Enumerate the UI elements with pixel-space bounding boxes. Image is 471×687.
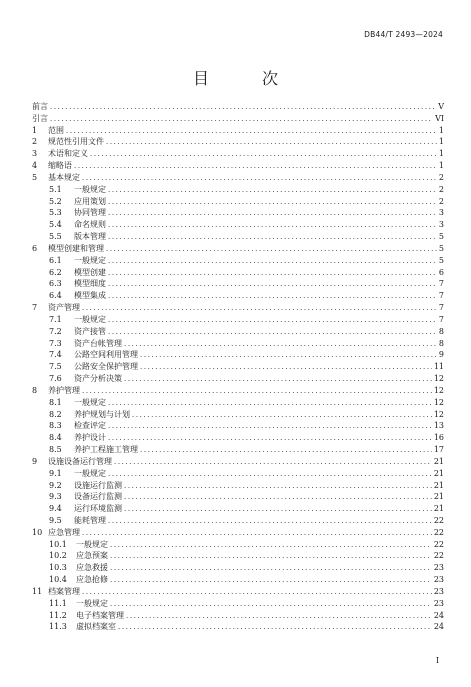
toc-leader-dots: [82, 173, 437, 185]
toc-entry-number: 1: [32, 125, 38, 135]
toc-leader-dots: [50, 102, 436, 114]
toc-entry-page: 23: [433, 575, 444, 585]
toc-entry-page: 21: [433, 492, 444, 502]
toc-leader-dots: [108, 185, 437, 197]
toc-entry-page: 24: [433, 622, 444, 632]
toc-entry-page: 22: [433, 515, 444, 525]
toc-entry[interactable]: [32, 136, 444, 148]
toc-entry-number: 7.6: [49, 374, 62, 384]
toc-entry-number: 10.3: [49, 563, 67, 573]
toc-entry[interactable]: [32, 444, 444, 456]
toc-entry-label: 公路安全保护管理: [74, 362, 138, 372]
toc-entry-number: 9.4: [49, 504, 62, 514]
toc-entry-label: 命名规则: [74, 220, 106, 230]
toc-leader-dots: [50, 114, 433, 126]
toc-entry-label: 版本管理: [74, 232, 106, 242]
toc-entry-label: 术语和定义: [48, 149, 88, 159]
toc-leader-dots: [110, 551, 432, 563]
toc-entry-number: 8.1: [49, 397, 62, 407]
toc-entry-page: 1: [438, 137, 444, 147]
toc-entry-page: 1: [438, 125, 444, 135]
toc-entry[interactable]: [32, 503, 444, 515]
toc-entry-label: 设施运行监测: [74, 480, 122, 490]
toc-entry-label: 检查评定: [74, 421, 106, 431]
toc-entry-label: 前言: [32, 102, 48, 111]
toc-entry-number: 11.3: [49, 622, 67, 632]
toc-entry-number: 7.4: [49, 350, 62, 360]
toc-entry-page: 22: [433, 551, 444, 561]
toc-entry-number: 10: [32, 527, 43, 537]
toc-entry-label: 运行环境监测: [74, 504, 122, 514]
toc-entry[interactable]: [32, 456, 444, 468]
toc-entry-number: 6.1: [49, 255, 62, 265]
toc-entry-page: 8: [438, 326, 444, 336]
page-title: 目 次: [192, 69, 303, 88]
toc-leader-dots: [74, 161, 437, 173]
toc-entry-label: 一般规定: [74, 255, 106, 265]
toc-entry-page: 12: [433, 409, 444, 419]
toc-leader-dots: [106, 244, 437, 256]
toc-entry-number: 9: [32, 456, 38, 466]
toc-entry-label: 应急抢修: [76, 575, 108, 585]
toc-entry-number: 8.3: [49, 421, 62, 431]
toc-entry-label: 应急管理: [48, 527, 80, 537]
toc-entry-label: 一般规定: [74, 397, 106, 407]
toc-entry-page: 13: [433, 421, 444, 431]
toc-entry-page: 3: [438, 208, 444, 218]
toc-entry-number: 9.1: [49, 468, 62, 478]
toc-leader-dots: [114, 457, 432, 469]
toc-leader-dots: [108, 398, 432, 410]
toc-entry[interactable]: [32, 255, 444, 267]
toc-entry[interactable]: [32, 468, 444, 480]
toc-entry-number: 2: [32, 137, 38, 147]
toc-leader-dots: [108, 279, 437, 291]
toc-entry-label: 规范性引用文件: [48, 137, 104, 147]
toc-entry-label: 资产台帐管理: [74, 338, 122, 348]
toc-entry-label: 应急预案: [76, 551, 108, 561]
toc-leader-dots: [124, 339, 437, 351]
toc-entry[interactable]: [32, 539, 444, 551]
toc-entry-number: 6: [32, 243, 38, 253]
toc-entry-label: 模型集成: [74, 291, 106, 301]
toc-entry[interactable]: [32, 397, 444, 409]
toc-entry-number: 8.5: [49, 445, 62, 455]
toc-entry-label: 档案管理: [48, 586, 80, 596]
toc-entry-page: 22: [433, 539, 444, 549]
toc-entry-page: 24: [433, 610, 444, 620]
toc-entry-number: 9.5: [49, 515, 62, 525]
toc-entry-label: 应用策划: [74, 196, 106, 206]
toc-entry-number: 5.3: [49, 208, 62, 218]
toc-entry-page: 16: [433, 433, 444, 443]
toc-entry-number: 6.2: [49, 267, 62, 277]
toc-entry-page: 6: [438, 267, 444, 277]
page-number: I: [435, 656, 439, 665]
toc-entry[interactable]: [32, 148, 444, 160]
toc-entry-label: 电子档案管理: [76, 610, 124, 620]
toc-entry-label: 公路空间利用管理: [74, 350, 138, 360]
toc-entry-label: 一般规定: [74, 468, 106, 478]
toc-entry-page: 3: [438, 220, 444, 230]
toc-entry-label: 一般规定: [76, 539, 108, 549]
toc-entry-label: 应急救援: [76, 563, 108, 573]
toc-entry-number: 8.2: [49, 409, 62, 419]
toc-entry[interactable]: [32, 385, 444, 397]
toc-entry-page: 5: [438, 232, 444, 242]
toc-entry[interactable]: [32, 184, 444, 196]
toc-entry-page: 17: [433, 445, 444, 455]
toc-entry-number: 11: [32, 586, 43, 596]
toc-entry[interactable]: [32, 101, 444, 113]
toc-entry-number: 5.4: [49, 220, 62, 230]
toc-leader-dots: [108, 208, 437, 220]
toc-entry-number: 7.5: [49, 362, 62, 372]
toc-entry-label: 资产接管: [74, 326, 106, 336]
toc-leader-dots: [108, 315, 437, 327]
toc-entry-page: 23: [433, 586, 444, 596]
toc-entry-label: 能耗管理: [74, 515, 106, 525]
document-code: DB44/T 2493—2024: [364, 30, 443, 39]
toc-leader-dots: [106, 137, 437, 149]
toc-entry-page: 7: [438, 279, 444, 289]
toc-leader-dots: [82, 528, 432, 540]
toc-entry[interactable]: [32, 373, 444, 385]
toc-entry-number: 8.4: [49, 433, 62, 443]
toc-entry[interactable]: [32, 562, 444, 574]
toc-entry[interactable]: [32, 550, 444, 562]
toc-entry-number: 10.2: [49, 551, 67, 561]
toc-entry[interactable]: [32, 432, 444, 444]
toc-leader-dots: [110, 599, 432, 611]
toc-leader-dots: [140, 445, 432, 457]
toc-entry-page: 5: [438, 243, 444, 253]
toc-entry-number: 7.1: [49, 314, 62, 324]
toc-entry[interactable]: [32, 586, 444, 598]
toc-entry[interactable]: [32, 196, 444, 208]
toc-entry-page: 7: [438, 291, 444, 301]
toc-entry-page: 1: [438, 161, 444, 171]
toc-entry-page: 23: [433, 598, 444, 608]
toc-leader-dots: [140, 362, 432, 374]
toc-entry[interactable]: [32, 172, 444, 184]
toc-leader-dots: [124, 481, 432, 493]
toc-entry-number: 5.2: [49, 196, 62, 206]
toc-entry-page: 8: [438, 338, 444, 348]
toc-entry-label: 资产管理: [48, 303, 80, 313]
toc-entry-page: 2: [438, 184, 444, 194]
toc-entry[interactable]: [32, 480, 444, 492]
toc-leader-dots: [108, 327, 437, 339]
toc-entry[interactable]: [32, 338, 444, 350]
toc-entry[interactable]: [32, 527, 444, 539]
toc-entry-page: 2: [438, 172, 444, 182]
toc-entry-number: 6.4: [49, 291, 62, 301]
toc-leader-dots: [118, 622, 432, 634]
toc-entry[interactable]: [32, 515, 444, 527]
toc-entry-page: 21: [433, 480, 444, 490]
toc-entry-number: 6.3: [49, 279, 62, 289]
toc-entry-page: 9: [438, 350, 444, 360]
toc-entry-label: 养护工程施工管理: [74, 445, 138, 455]
toc-entry-page: 12: [433, 385, 444, 395]
table-of-contents: [32, 101, 444, 633]
toc-entry[interactable]: [32, 302, 444, 314]
toc-leader-dots: [124, 492, 432, 504]
toc-entry-label: 虚拟档案室: [76, 622, 116, 632]
toc-leader-dots: [140, 350, 437, 362]
toc-entry-number: 9.3: [49, 492, 62, 502]
toc-leader-dots: [108, 291, 437, 303]
toc-leader-dots: [90, 149, 437, 161]
toc-entry[interactable]: [32, 278, 444, 290]
toc-entry-label: 一般规定: [74, 184, 106, 194]
toc-entry-label: 协同管理: [74, 208, 106, 218]
toc-entry[interactable]: [32, 219, 444, 231]
toc-leader-dots: [108, 469, 432, 481]
toc-entry[interactable]: [32, 243, 444, 255]
toc-entry-label: 范围: [48, 125, 64, 135]
toc-entry[interactable]: [32, 491, 444, 503]
toc-leader-dots: [108, 433, 432, 445]
toc-entry[interactable]: [32, 610, 444, 622]
toc-entry-number: 3: [32, 149, 38, 159]
toc-entry-number: 5: [32, 172, 38, 182]
toc-entry[interactable]: [32, 326, 444, 338]
toc-entry-label: 模型创建和管理: [48, 243, 104, 253]
toc-entry-label: 设备运行监测: [74, 492, 122, 502]
toc-entry-number: 8: [32, 385, 38, 395]
toc-entry-label: 模型创建: [74, 267, 106, 277]
toc-leader-dots: [82, 386, 432, 398]
toc-entry-page: 21: [433, 456, 444, 466]
toc-leader-dots: [110, 540, 432, 552]
toc-leader-dots: [126, 611, 432, 623]
toc-entry-page: 1: [438, 149, 444, 159]
toc-entry-number: 11.2: [49, 610, 67, 620]
toc-entry-number: 11.1: [49, 598, 67, 608]
toc-entry[interactable]: [32, 267, 444, 279]
toc-leader-dots: [108, 421, 432, 433]
toc-leader-dots: [82, 587, 432, 599]
toc-entry-page: 23: [433, 563, 444, 573]
toc-entry-page: 21: [433, 468, 444, 478]
toc-entry-label: 引言: [32, 113, 48, 123]
toc-entry-label: 一般规定: [74, 314, 106, 324]
toc-leader-dots: [108, 516, 432, 528]
toc-entry-page: 11: [433, 362, 444, 372]
toc-leader-dots: [124, 504, 432, 516]
toc-entry-label: 养护管理: [48, 385, 80, 395]
toc-entry[interactable]: [32, 409, 444, 421]
toc-entry-label: 基本规定: [48, 172, 80, 182]
toc-leader-dots: [132, 410, 432, 422]
toc-entry[interactable]: [32, 621, 444, 633]
toc-entry-page: VI: [435, 113, 444, 123]
toc-entry[interactable]: [32, 420, 444, 432]
toc-entry-label: 养护设计: [74, 433, 106, 443]
toc-leader-dots: [108, 220, 437, 232]
toc-entry-page: 5: [438, 255, 444, 265]
toc-leader-dots: [82, 303, 437, 315]
toc-entry[interactable]: [32, 113, 444, 125]
toc-entry-number: 5.5: [49, 232, 62, 242]
toc-entry[interactable]: [32, 574, 444, 586]
toc-leader-dots: [110, 575, 432, 587]
toc-entry[interactable]: [32, 314, 444, 326]
toc-entry-label: 一般规定: [76, 598, 108, 608]
toc-entry[interactable]: [32, 361, 444, 373]
toc-entry-page: 12: [433, 374, 444, 384]
toc-entry[interactable]: [32, 349, 444, 361]
toc-entry[interactable]: [32, 125, 444, 137]
toc-entry-label: 设施设备运行管理: [48, 456, 112, 466]
toc-entry-number: 7: [32, 303, 38, 313]
toc-leader-dots: [108, 232, 437, 244]
toc-leader-dots: [110, 563, 432, 575]
toc-entry[interactable]: [32, 231, 444, 243]
toc-entry-number: 7.3: [49, 338, 62, 348]
toc-entry-page: 22: [433, 527, 444, 537]
toc-entry-page: 7: [438, 303, 444, 313]
toc-entry-number: 10.4: [49, 575, 67, 585]
toc-entry-number: 9.2: [49, 480, 62, 490]
toc-entry-label: 模型细度: [74, 279, 106, 289]
toc-entry-page: 2: [438, 196, 444, 206]
toc-leader-dots: [66, 126, 437, 138]
toc-entry-number: 10.1: [49, 539, 67, 549]
toc-entry[interactable]: [32, 207, 444, 219]
toc-leader-dots: [108, 256, 437, 268]
toc-entry-page: 12: [433, 397, 444, 407]
toc-leader-dots: [108, 197, 437, 209]
toc-entry-page: 21: [433, 504, 444, 514]
toc-entry-number: 5.1: [49, 184, 62, 194]
toc-entry-number: 7.2: [49, 326, 62, 336]
toc-entry-label: 养护规划与计划: [74, 409, 130, 419]
toc-leader-dots: [124, 374, 432, 386]
toc-entry-label: 资产分析决策: [74, 374, 122, 384]
toc-leader-dots: [108, 268, 437, 280]
toc-entry[interactable]: [32, 160, 444, 172]
toc-entry-page: V: [438, 102, 444, 111]
toc-entry-page: 7: [438, 314, 444, 324]
toc-entry[interactable]: [32, 598, 444, 610]
toc-entry[interactable]: [32, 290, 444, 302]
toc-entry-number: 4: [32, 161, 38, 171]
toc-entry-label: 缩略语: [48, 161, 72, 171]
